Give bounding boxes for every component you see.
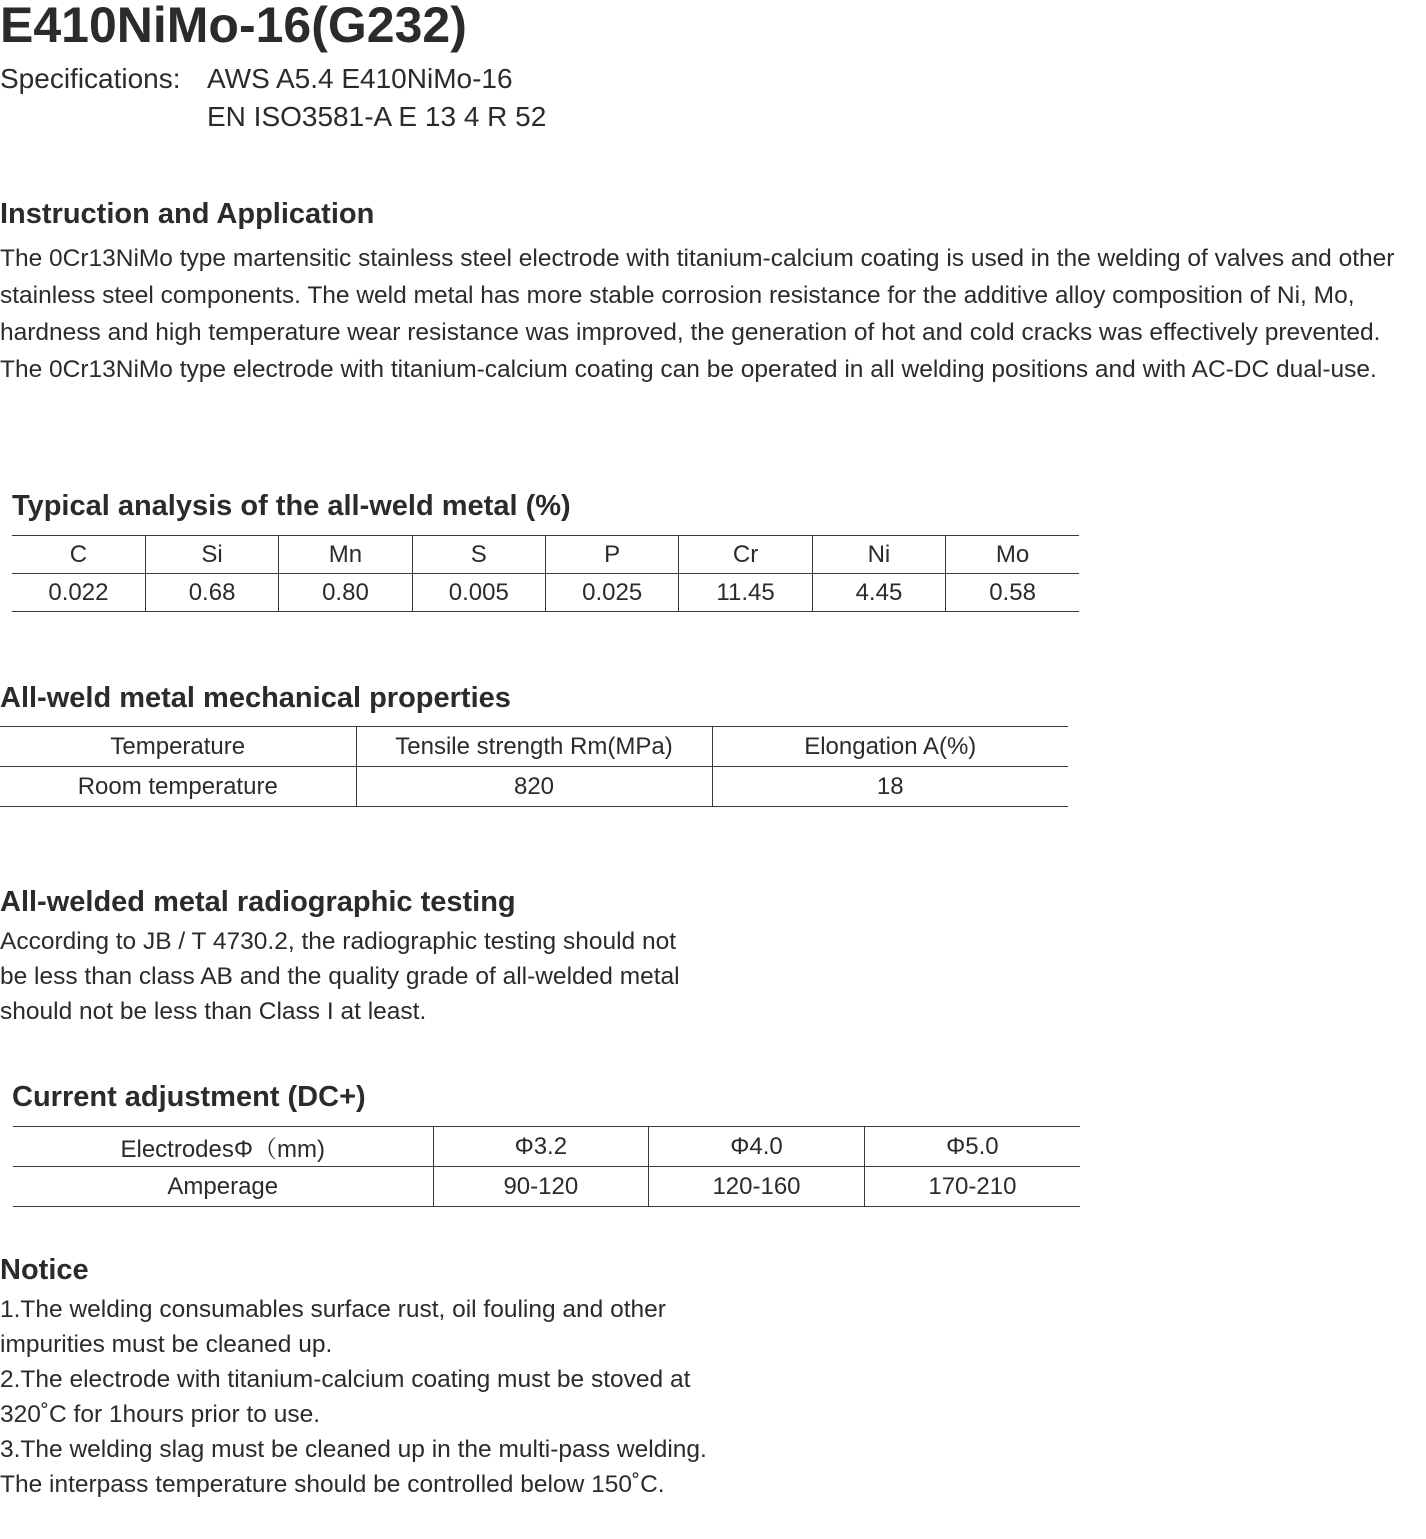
analysis-heading: Typical analysis of the all-weld metal (%) <box>12 490 571 522</box>
table-cell: 820 <box>356 767 712 807</box>
table-cell: Amperage <box>13 1167 433 1207</box>
table-header-cell: Φ4.0 <box>649 1127 865 1167</box>
product-title: E410NiMo-16(G232) <box>0 0 467 53</box>
notice-item: 2.The electrode with titanium-calcium coating must be stoved at 320˚C for 1hours prior to use. <box>0 1366 691 1428</box>
table-cell: 0.025 <box>546 574 679 612</box>
table-header-cell: Tensile strength Rm(MPa) <box>356 727 712 767</box>
table-cell: 18 <box>712 767 1068 807</box>
table-header-cell: Mo <box>946 536 1079 574</box>
mechanical-table <box>0 726 1068 807</box>
table-header-cell: Ni <box>812 536 945 574</box>
table-header-cell: Cr <box>679 536 812 574</box>
table-cell: Room temperature <box>0 767 356 807</box>
table-header-cell: Mn <box>279 536 412 574</box>
table-cell: 0.58 <box>946 574 1079 612</box>
analysis-table <box>12 535 1079 612</box>
table-header-row <box>0 727 1068 767</box>
table-header-cell: S <box>412 536 545 574</box>
table-header-cell: ElectrodesΦ（mm) <box>13 1127 433 1167</box>
specifications-label: Specifications: <box>0 63 181 94</box>
instruction-heading: Instruction and Application <box>0 198 375 230</box>
table-header-cell: Si <box>145 536 278 574</box>
table-row <box>13 1167 1080 1207</box>
table-cell: 0.022 <box>12 574 145 612</box>
table-cell: 4.45 <box>812 574 945 612</box>
current-heading: Current adjustment (DC+) <box>12 1081 366 1113</box>
specification-en-iso: EN ISO3581-A E 13 4 R 52 <box>207 101 547 132</box>
current-table <box>13 1126 1080 1207</box>
notice-item: 3.The welding slag must be cleaned up in the multi-pass welding. The interpass temperature should be controlled below 150˚C. <box>0 1436 707 1498</box>
table-row <box>0 767 1068 807</box>
table-header-cell: C <box>12 536 145 574</box>
table-cell: 120-160 <box>649 1167 865 1207</box>
instruction-text: The 0Cr13NiMo type martensitic stainless steel electrode with titanium-calcium coating is used in the welding of valves and other stainless steel components. The weld metal has more stable corrosion resistance for the additive alloy composition of Ni, Mo, hardness and high temperature wear resistance was improved, the generation of hot and cold cracks was effectively prevented. The 0Cr13NiMo type electrode with titanium-calcium coating can be operated in all welding positions and with AC-DC dual-use. <box>0 245 1395 383</box>
table-header-cell: Φ5.0 <box>864 1127 1080 1167</box>
radiographic-text: According to JB / T 4730.2, the radiographic testing should not be less than class AB and the quality grade of all-welded metal should not be less than Class I at least. <box>0 928 680 1025</box>
table-cell: 0.68 <box>145 574 278 612</box>
notice-heading: Notice <box>0 1254 89 1286</box>
specification-aws: AWS A5.4 E410NiMo-16 <box>207 63 513 94</box>
table-row <box>12 574 1079 612</box>
table-cell: 0.80 <box>279 574 412 612</box>
table-header-cell: Temperature <box>0 727 356 767</box>
mechanical-heading: All-weld metal mechanical properties <box>0 682 511 714</box>
table-header-cell: P <box>546 536 679 574</box>
table-header-row <box>13 1127 1080 1167</box>
table-cell: 11.45 <box>679 574 812 612</box>
notice-item: 1.The welding consumables surface rust, oil fouling and other impurities must be cleaned up. <box>0 1296 666 1358</box>
table-cell: 0.005 <box>412 574 545 612</box>
notice-list <box>0 1292 720 1502</box>
table-header-row <box>12 536 1079 574</box>
table-cell: 170-210 <box>864 1167 1080 1207</box>
table-header-cell: Φ3.2 <box>433 1127 649 1167</box>
radiographic-heading: All-welded metal radiographic testing <box>0 886 516 918</box>
table-cell: 90-120 <box>433 1167 649 1207</box>
table-header-cell: Elongation A(%) <box>712 727 1068 767</box>
